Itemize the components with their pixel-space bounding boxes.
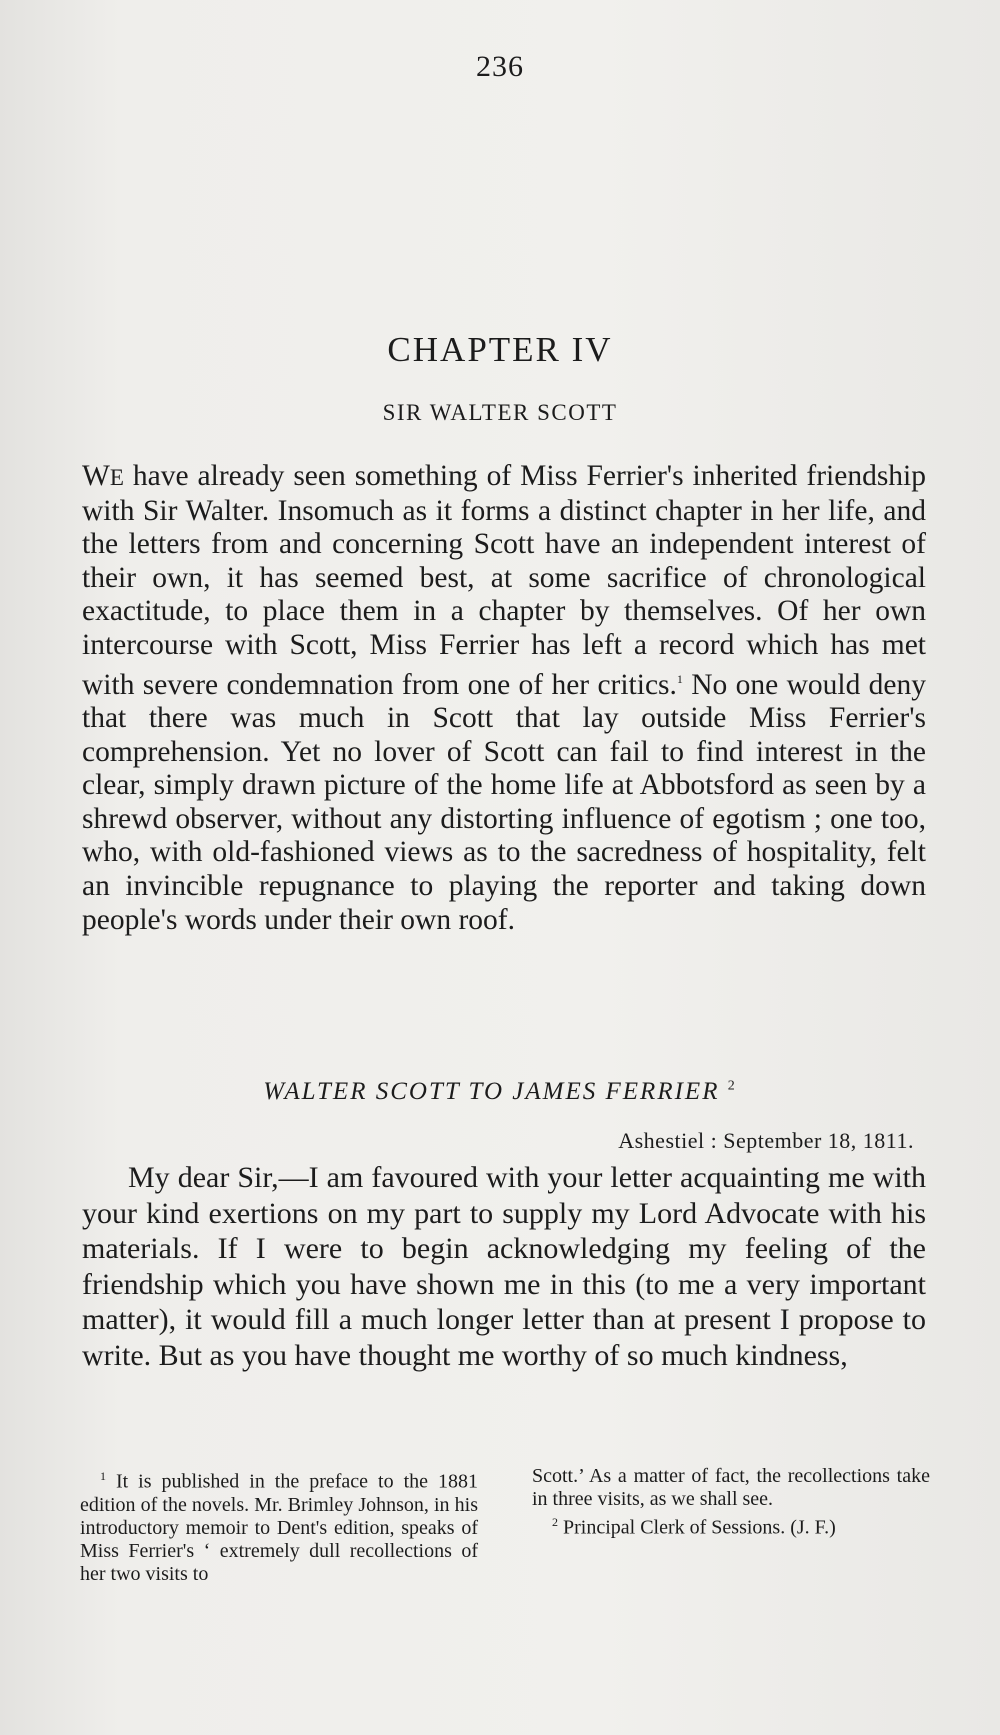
footnote-2 [532, 1511, 930, 1540]
intro-smallcap: E [109, 465, 124, 490]
letter-heading [0, 1078, 1000, 1106]
intro-paragraph [82, 460, 926, 937]
footnote-1-mark: 1 [100, 1469, 106, 1483]
chapter-subtitle: SIR WALTER SCOTT [382, 400, 618, 425]
intro-text-after: No one would deny that there was much in Scott that lay outside Miss Ferrier's comprehension. Yet no lover of Scott can fail to find interest in the clear, simply drawn picture of the home life at Abbotsford as seen by a shrewd observer, without any distorting influence of egotism ; one too, who, with old-fashioned views as to the sacredness of hospitality, felt an invincible repugnance to playing the reporter and taking down people's words under their own roof. [82, 668, 926, 936]
letter-dateline: Ashestiel : September 18, 1811. [618, 1128, 914, 1153]
chapter-title: CHAPTER IV [387, 330, 613, 369]
letter-heading-text: WALTER SCOTT TO JAMES FERRIER [263, 1078, 720, 1105]
footnotes-left-column [80, 1465, 478, 1586]
footnote-1-text: It is published in the preface to the 1881 edition of the novels. Mr. Brimley Johnson, in his introductory memoir to Dent's edition, speaks of Miss Ferrier's ‘ extremely dull recollections of her two visits to [80, 1470, 478, 1585]
intro-text: have already seen something of Miss Ferrier's inherited friendship with Sir Walter. Insomuch as it forms a distinct chapter in her life, and the letters from and concerning Scott have an independent interest of their own, it has seemed best, at some sacrifice of chronological exactitude, to place them in a chapter by themselves. Of her own intercourse with Scott, Miss Ferrier has left a record which has met with severe condemnation from one of her critics. [82, 460, 926, 701]
intro-dropcap: W [82, 460, 110, 492]
footnote-2-mark: 2 [552, 1515, 558, 1529]
letter-body: My dear Sir,—I am favoured with your letter acquainting me with your kind exertions on my part to supply my Lord Advocate with his materials. If I were to begin acknowledging my feeling of the friendship which you have shown me in this (to me a very important matter), it would fill a much longer letter than at present I propose to write. But as you have thought me worthy of so much kindness, [82, 1161, 926, 1372]
footnote-1 [80, 1465, 478, 1586]
footnote-1-continued: Scott.’ As a matter of fact, the recollections take in three visits, as we shall see. [532, 1465, 930, 1510]
footnotes [80, 1465, 930, 1586]
footnotes-right-column [532, 1465, 930, 1586]
page-number: 236 [476, 50, 524, 83]
footnote-2-text: Principal Clerk of Sessions. (J. F.) [558, 1516, 836, 1539]
footnote-ref-1: 1 [676, 671, 683, 686]
footnote-ref-2: 2 [727, 1078, 737, 1094]
